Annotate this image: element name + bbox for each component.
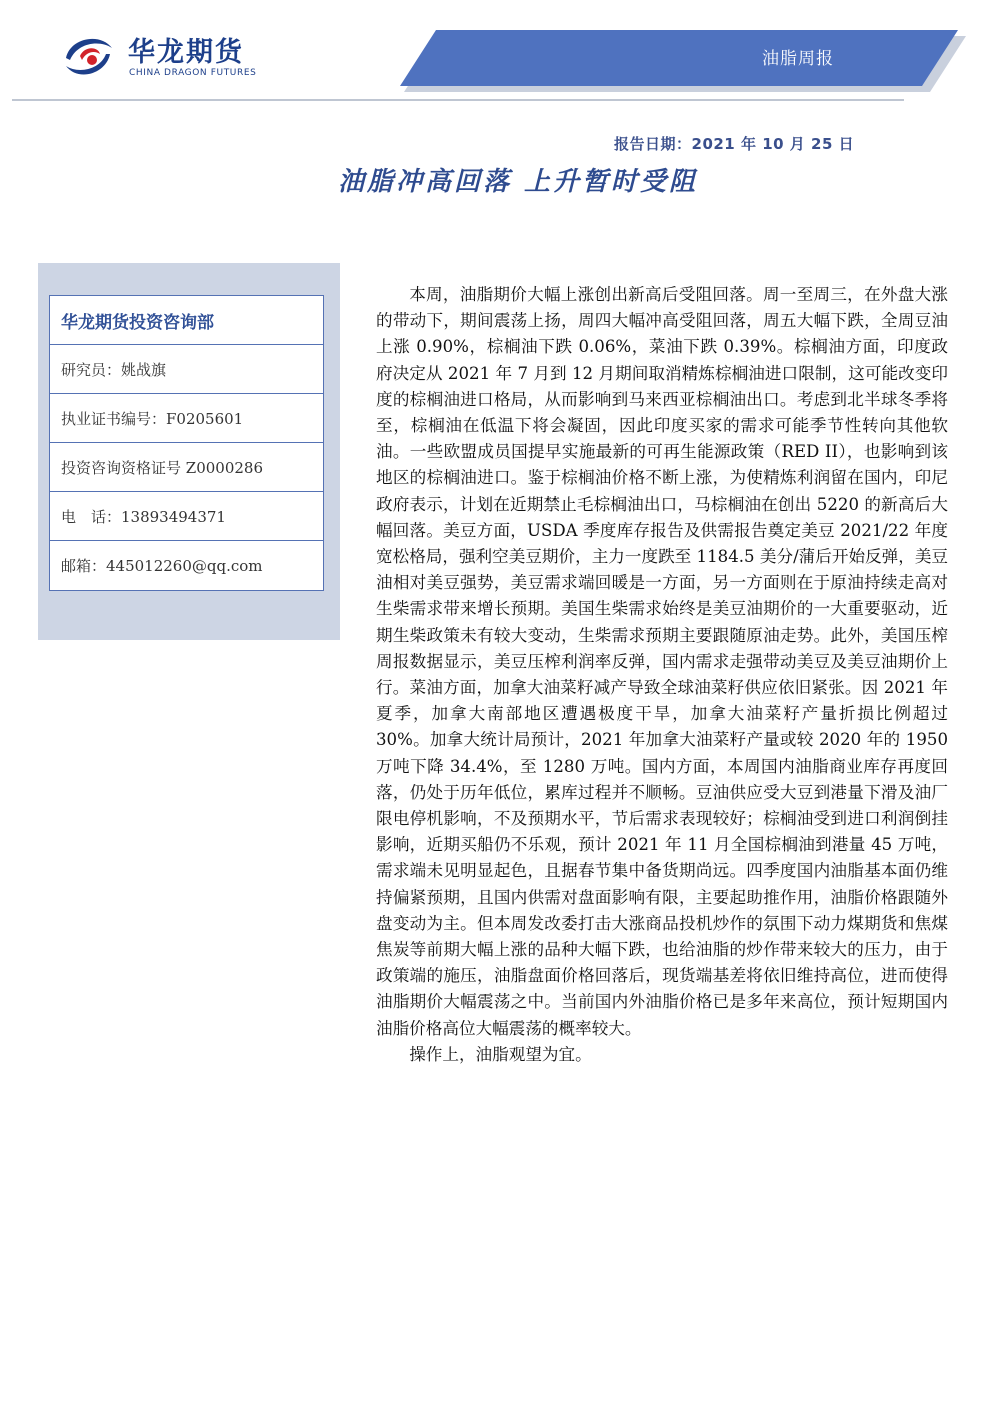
researcher-row: 研究员：姚战旗 — [50, 345, 323, 394]
email-row: 邮箱：445012260@qq.com — [61, 557, 263, 575]
contact-info-box — [49, 295, 324, 591]
phone-row: 电 话：13893494371 — [50, 492, 323, 541]
report-title: 油脂冲高回落 上升暂时受阻 — [337, 167, 699, 197]
report-body — [376, 282, 948, 1068]
body-paragraph: 本周，油脂期价大幅上涨创出新高后受阻回落。周一至周三，在外盘大涨的带动下，期间震荡上扬，周四大幅冲高受阻回落，周五大幅下跌，全周豆油上涨 0.90%，棕榈油下跌 0.06%，菜油下跌 0.39%。棕榈油方面，印度政府决定从 2021 年 7 月到 12 月期间取消精炼棕榈油进口限制，这可能改变印度的棕榈油进口格局，从而影响到马来西亚棕榈油出口。考虑到北半球冬季将至，棕榈油在低温下将会凝固，因此印度买家的需求可能季节性转向其他软油。一些欧盟成员国提早实施最新的可再生能源政策（RED II），也影响到该地区的棕榈油进口。鉴于棕榈油价格不断上涨，为使精炼利润留在国内，印尼政府表示，计划在近期禁止毛棕榈油出口，马棕榈油在创出 5220 的新高后大幅回落。美豆方面，USDA 季度库存报告及供需报告奠定美豆 2021/22 年度宽松格局，强利空美豆期价，主力一度跌至 1184.5 美分/蒲后开始反弹，美豆油相对美豆强势，美豆需求端回暖是一方面，另一方面则在于原油持续走高对生柴需求带来增长预期。美国生柴需求始终是美豆油期价的一大重要驱动，近期生柴政策未有较大变动，生柴需求预期主要跟随原油走势。此外，美国压榨周报数据显示，美豆压榨利润率反弹，国内需求走强带动美豆及美豆油期价上行。菜油方面，加拿大油菜籽减产导致全球油菜籽供应依旧紧张。因 2021 年夏季，加拿大南部地区遭遇极度干旱，加拿大油菜籽产量折损比例超过 30%。加拿大统计局预计，2021 年加拿大油菜籽产量或较 2020 年的 1950 万吨下降 34.4%，至 1280 万吨。国内方面，本周国内油脂商业库存再度回落，仍处于历年低位，累库过程并不顺畅。豆油供应受大豆到港量下滑及油厂限电停机影响，不及预期水平，节后需求表现较好；棕榈油受到进口利润倒挂影响，近期买船仍不乐观，预计 2021 年 11 月全国棕榈油到港量 45 万吨，需求端未见明显起色，且据春节集中备货期尚远。四季度国内油脂基本面仍维持偏紧预期，且国内供需对盘面影响有限，主要起助推作用，油脂价格跟随外盘变动为主。但本周发改委打击大涨商品投机炒作的氛围下动力煤期货和焦煤焦炭等前期大幅上涨的品种大幅下跌，也给油脂的炒作带来较大的压力，由于政策端的施压，油脂盘面价格回落后，现货端基差将依旧维持高位，进而使得油脂期价大幅震荡之中。当前国内外油脂价格已是多年来高位，预计短期国内油脂价格高位大幅震荡的概率较大。 — [376, 285, 949, 1038]
report-date: 报告日期：2021 年 10 月 25 日 — [614, 135, 855, 153]
qualification-number-row: 投资咨询资格证号 Z0000286 — [50, 443, 323, 492]
company-name-en: CHINA DRAGON FUTURES — [129, 68, 257, 78]
report-type-label: 油脂周报 — [762, 49, 834, 69]
company-name: 华龙期货 — [128, 37, 244, 68]
body-paragraph: 操作上，油脂观望为宜。 — [409, 1044, 592, 1064]
license-number-row: 执业证书编号：F0205601 — [50, 394, 323, 443]
contact-sidebar — [38, 263, 340, 640]
company-logo-icon — [60, 28, 116, 84]
department-heading: 华龙期货投资咨询部 — [50, 296, 323, 345]
page-header — [0, 0, 992, 110]
banner-band — [400, 30, 958, 86]
